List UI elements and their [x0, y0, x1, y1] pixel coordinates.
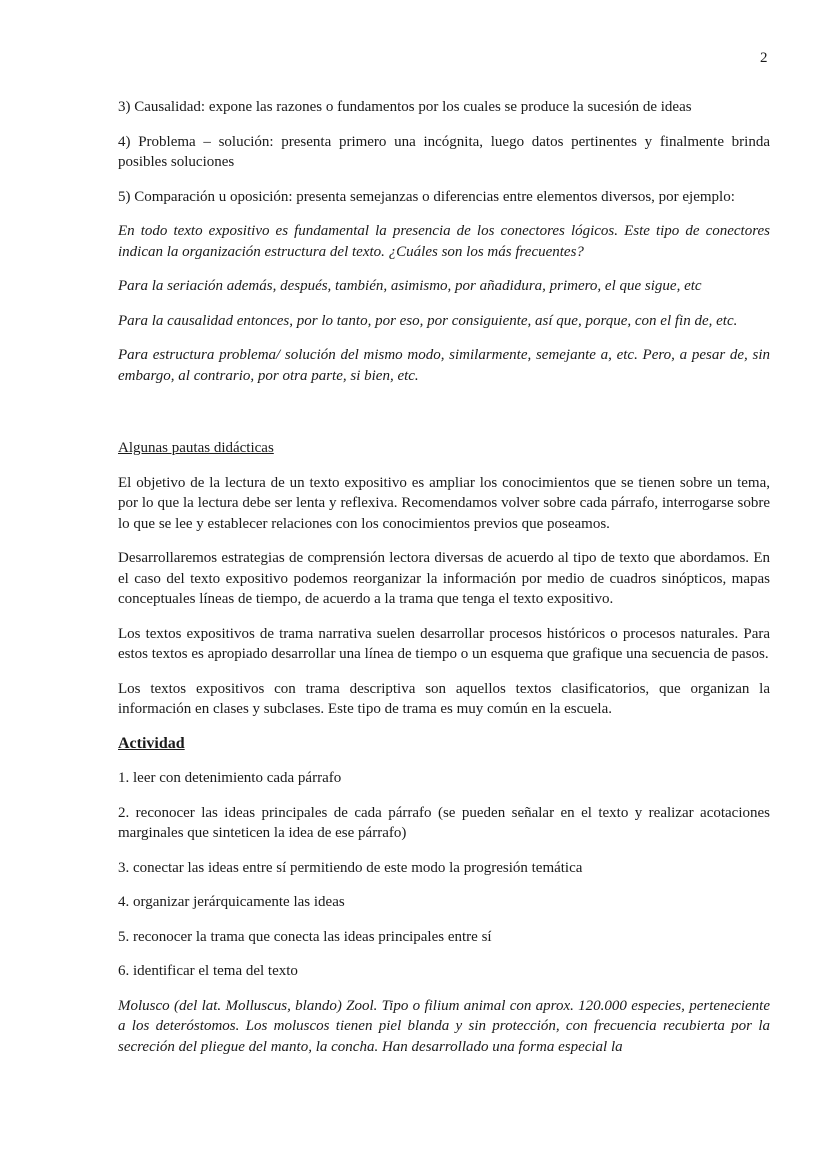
section-heading-pautas: Algunas pautas didácticas — [118, 440, 274, 456]
activity-step-1: 1. leer con detenimiento cada párrafo — [118, 770, 342, 786]
paragraph-causality: 3) Causalidad: expone las razones o fundamentos por los cuales se produce la sucesión de ideas — [118, 99, 692, 115]
activity-heading: Actividad — [118, 734, 185, 752]
activity-step-2: 2. reconocer las ideas principales de cada párrafo (se pueden señalar en el texto y realizar acotaciones marginales que sinteticen la idea de ese párrafo) — [118, 804, 770, 841]
document-body — [118, 97, 770, 1057]
activity-step-5: 5. reconocer la trama que conecta las ideas principales entre sí — [118, 928, 492, 945]
paragraph-reading-objective: El objetivo de la lectura de un texto expositivo es ampliar los conocimientos que se tienen sobre un tema, por lo que la lectura debe ser lenta y reflexiva. Recomendamos volver sobre cada párrafo, interrogarse sobre lo que se lee y establecer relaciones con los conocimientos previos que poseamos. — [118, 474, 770, 532]
activity-step-4: 4. organizar jerárquicamente las ideas — [118, 894, 345, 910]
paragraph-connectors-causality: Para la causalidad entonces, por lo tanto, por eso, por consiguiente, así que, porque, con el fin de, etc. — [118, 312, 738, 329]
paragraph-connectors-intro: En todo texto expositivo es fundamental la presencia de los conectores lógicos. Este tipo de conectores indican la organización estructura del texto. ¿Cuáles son los más frecuentes? — [118, 223, 770, 260]
paragraph-comparison: 5) Comparación u oposición: presenta semejanzas o diferencias entre elementos diversos, por ejemplo: — [118, 188, 735, 205]
activity-step-3: 3. conectar las ideas entre sí permitiendo de este modo la progresión temática — [118, 859, 583, 876]
page-number: 2 — [760, 50, 768, 66]
paragraph-problem-solution: 4) Problema – solución: presenta primero una incógnita, luego datos pertinentes y finalmente brinda posibles soluciones — [118, 133, 770, 170]
activity-step-6: 6. identificar el tema del texto — [118, 963, 298, 979]
paragraph-descriptive-plot: Los textos expositivos con trama descriptiva son aquellos textos clasificatorios, que organizan la información en clases y subclases. Este tipo de trama es muy común en la escuela. — [118, 680, 770, 717]
paragraph-connectors-problem-solution: Para estructura problema/ solución del mismo modo, similarmente, semejante a, etc. Pero, a pesar de, sin embargo, al contrario, por otra parte, si bien, etc. — [118, 347, 770, 384]
paragraph-connectors-seriation: Para la seriación además, después, también, asimismo, por añadidura, primero, el que sigue, etc — [118, 278, 702, 294]
paragraph-molusco-sample: Molusco (del lat. Molluscus, blando) Zool. Tipo o filium animal con aprox. 120.000 especies, perteneciente a los deteróstomos. Los moluscos tienen piel blanda y sin protección, con frecuencia recubierta por la secreción del pliegue del manto, la concha. Han desarrollado una forma especial la — [118, 997, 770, 1055]
paragraph-strategies: Desarrollaremos estrategias de comprensión lectora diversas de acuerdo al tipo de texto que abordamos. En el caso del texto expositivo podemos reorganizar la información por medio de cuadros sinópticos, mapas conceptuales líneas de tiempo, de acuerdo a la trama que tenga el texto expositivo. — [118, 550, 770, 607]
paragraph-narrative-plot: Los textos expositivos de trama narrativa suelen desarrollar procesos históricos o procesos naturales. Para estos textos es apropiado desarrollar una línea de tiempo o un esquema que grafique una secuencia de pasos. — [118, 625, 770, 662]
